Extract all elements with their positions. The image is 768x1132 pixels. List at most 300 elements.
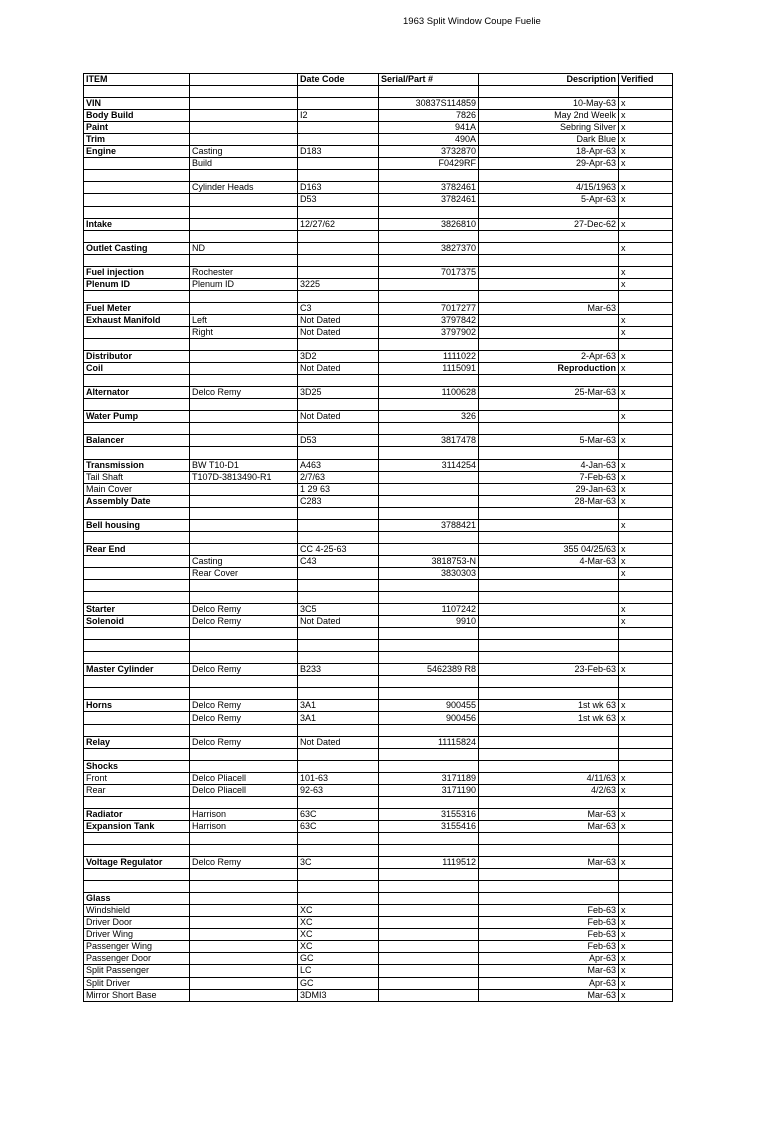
verified-cell: x (619, 471, 673, 483)
description-cell (479, 170, 619, 182)
detail-cell (190, 230, 298, 242)
detail-cell (190, 652, 298, 664)
serial-part-cell (379, 652, 479, 664)
serial-part-cell: 490A (379, 134, 479, 146)
table-row (84, 326, 673, 338)
table-row (84, 917, 673, 929)
table-row (84, 302, 673, 314)
table-row (84, 242, 673, 254)
serial-part-cell: 7826 (379, 110, 479, 122)
verified-cell: x (619, 664, 673, 676)
date-code-cell: 63C (298, 808, 379, 820)
document-title: 1963 Split Window Coupe Fuelie (403, 16, 541, 27)
column-header-item: ITEM (84, 74, 190, 86)
date-code-cell (298, 579, 379, 591)
serial-part-cell (379, 86, 479, 98)
serial-part-cell (379, 688, 479, 700)
verified-cell: x (619, 495, 673, 507)
verified-cell (619, 399, 673, 411)
detail-cell: Delco Remy (190, 736, 298, 748)
item-cell (84, 845, 190, 857)
description-cell: 4-Mar-63 (479, 555, 619, 567)
serial-part-cell (379, 447, 479, 459)
table-row (84, 567, 673, 579)
serial-part-cell (379, 748, 479, 760)
detail-cell (190, 170, 298, 182)
item-cell: Voltage Regulator (84, 857, 190, 869)
serial-part-cell (379, 278, 479, 290)
date-code-cell (298, 170, 379, 182)
table-row (84, 290, 673, 302)
verified-cell (619, 736, 673, 748)
date-code-cell (298, 242, 379, 254)
serial-part-cell (379, 628, 479, 640)
table-row (84, 820, 673, 832)
verified-cell: x (619, 820, 673, 832)
serial-part-cell: 7017375 (379, 266, 479, 278)
serial-part-cell (379, 230, 479, 242)
serial-part-cell (379, 893, 479, 905)
serial-part-cell: 1119512 (379, 857, 479, 869)
verified-cell (619, 254, 673, 266)
detail-cell (190, 302, 298, 314)
item-cell: Distributor (84, 351, 190, 363)
item-cell (84, 881, 190, 893)
item-cell (84, 748, 190, 760)
detail-cell (190, 893, 298, 905)
description-cell: Feb-63 (479, 929, 619, 941)
verified-cell: x (619, 519, 673, 531)
verified-cell (619, 688, 673, 700)
detail-cell (190, 531, 298, 543)
table-row (84, 881, 673, 893)
verified-cell: x (619, 326, 673, 338)
item-cell (84, 676, 190, 688)
table-row (84, 435, 673, 447)
item-cell: Coil (84, 363, 190, 375)
serial-part-cell: 3797842 (379, 314, 479, 326)
verified-cell: x (619, 242, 673, 254)
description-cell: 1st wk 63 (479, 700, 619, 712)
item-cell: Plenum ID (84, 278, 190, 290)
detail-cell: Harrison (190, 808, 298, 820)
detail-cell (190, 411, 298, 423)
description-cell: 4/15/1963 (479, 182, 619, 194)
verified-cell: x (619, 700, 673, 712)
date-code-cell (298, 676, 379, 688)
table-row (84, 278, 673, 290)
serial-part-cell: 3818753-N (379, 555, 479, 567)
date-code-cell: 3C (298, 857, 379, 869)
verified-cell (619, 170, 673, 182)
serial-part-cell: 3788421 (379, 519, 479, 531)
verified-cell: x (619, 977, 673, 989)
item-cell: Passenger Door (84, 953, 190, 965)
date-code-cell: 3A1 (298, 712, 379, 724)
detail-cell (190, 989, 298, 1001)
detail-cell: Cylinder Heads (190, 182, 298, 194)
table-row (84, 592, 673, 604)
detail-cell (190, 881, 298, 893)
item-cell (84, 688, 190, 700)
detail-cell: Rochester (190, 266, 298, 278)
table-row (84, 134, 673, 146)
serial-part-cell (379, 592, 479, 604)
item-cell: Windshield (84, 905, 190, 917)
detail-cell: Casting (190, 146, 298, 158)
item-cell (84, 290, 190, 302)
serial-part-cell: 3830303 (379, 567, 479, 579)
serial-part-cell: 3826810 (379, 218, 479, 230)
detail-cell (190, 375, 298, 387)
description-cell (479, 592, 619, 604)
serial-part-cell (379, 339, 479, 351)
description-cell: Sebring Silver (479, 122, 619, 134)
description-cell: Feb-63 (479, 917, 619, 929)
description-cell (479, 339, 619, 351)
description-cell: 25-Mar-63 (479, 387, 619, 399)
detail-cell (190, 218, 298, 230)
item-cell: Shocks (84, 760, 190, 772)
detail-cell (190, 917, 298, 929)
table-row (84, 254, 673, 266)
serial-part-cell: 900456 (379, 712, 479, 724)
serial-part-cell (379, 375, 479, 387)
description-cell (479, 567, 619, 579)
serial-part-cell: 3782461 (379, 182, 479, 194)
verified-cell: x (619, 483, 673, 495)
serial-part-cell: 11115824 (379, 736, 479, 748)
item-cell: Transmission (84, 459, 190, 471)
item-cell: Split Driver (84, 977, 190, 989)
date-code-cell: XC (298, 917, 379, 929)
verified-cell (619, 628, 673, 640)
table-row (84, 531, 673, 543)
verified-cell (619, 423, 673, 435)
verified-cell: x (619, 953, 673, 965)
verified-cell (619, 531, 673, 543)
item-cell: Outlet Casting (84, 242, 190, 254)
verified-cell: x (619, 905, 673, 917)
description-cell: 4-Jan-63 (479, 459, 619, 471)
description-cell: 4/11/63 (479, 772, 619, 784)
description-cell: Feb-63 (479, 905, 619, 917)
verified-cell (619, 507, 673, 519)
item-cell: Starter (84, 604, 190, 616)
serial-part-cell (379, 965, 479, 977)
table-row (84, 314, 673, 326)
verified-cell: x (619, 110, 673, 122)
item-cell: Mirror Short Base (84, 989, 190, 1001)
serial-part-cell: 9910 (379, 616, 479, 628)
detail-cell: Left (190, 314, 298, 326)
date-code-cell (298, 122, 379, 134)
verified-cell: x (619, 555, 673, 567)
item-cell: Intake (84, 218, 190, 230)
verified-cell (619, 290, 673, 302)
detail-cell: Right (190, 326, 298, 338)
serial-part-cell (379, 483, 479, 495)
detail-cell: Delco Remy (190, 616, 298, 628)
table-row (84, 965, 673, 977)
date-code-cell (298, 230, 379, 242)
date-code-cell: Not Dated (298, 314, 379, 326)
item-cell: Main Cover (84, 483, 190, 495)
description-cell (479, 796, 619, 808)
serial-part-cell (379, 881, 479, 893)
verified-cell: x (619, 218, 673, 230)
detail-cell: Delco Remy (190, 700, 298, 712)
column-header-verified: Verified (619, 74, 673, 86)
detail-cell (190, 254, 298, 266)
item-cell: Bell housing (84, 519, 190, 531)
verified-cell: x (619, 965, 673, 977)
description-cell (479, 86, 619, 98)
date-code-cell (298, 519, 379, 531)
description-cell: 5-Mar-63 (479, 435, 619, 447)
verified-cell (619, 302, 673, 314)
serial-part-cell (379, 869, 479, 881)
item-cell: Expansion Tank (84, 820, 190, 832)
verified-cell: x (619, 351, 673, 363)
verified-cell: x (619, 567, 673, 579)
serial-part-cell (379, 531, 479, 543)
table-row (84, 796, 673, 808)
description-cell (479, 326, 619, 338)
verified-cell (619, 676, 673, 688)
item-cell (84, 555, 190, 567)
serial-part-cell: 3817478 (379, 435, 479, 447)
date-code-cell (298, 266, 379, 278)
description-cell (479, 688, 619, 700)
date-code-cell (298, 423, 379, 435)
detail-cell (190, 351, 298, 363)
date-code-cell (298, 339, 379, 351)
item-cell (84, 182, 190, 194)
table-row (84, 170, 673, 182)
item-cell: Water Pump (84, 411, 190, 423)
description-cell: Mar-63 (479, 302, 619, 314)
item-cell: Exhaust Manifold (84, 314, 190, 326)
table-row (84, 640, 673, 652)
description-cell: 18-Apr-63 (479, 146, 619, 158)
description-cell (479, 579, 619, 591)
date-code-cell (298, 375, 379, 387)
description-cell (479, 724, 619, 736)
detail-cell (190, 447, 298, 459)
serial-part-cell: 1107242 (379, 604, 479, 616)
detail-cell (190, 507, 298, 519)
description-cell (479, 290, 619, 302)
date-code-cell (298, 760, 379, 772)
detail-cell (190, 905, 298, 917)
verified-cell: x (619, 604, 673, 616)
item-cell: Master Cylinder (84, 664, 190, 676)
item-cell (84, 579, 190, 591)
item-cell: Body Build (84, 110, 190, 122)
item-cell (84, 507, 190, 519)
date-code-cell: C3 (298, 302, 379, 314)
date-code-cell: 3225 (298, 278, 379, 290)
serial-part-cell (379, 953, 479, 965)
serial-part-cell (379, 832, 479, 844)
item-cell: Balancer (84, 435, 190, 447)
serial-part-cell: 3732870 (379, 146, 479, 158)
verified-cell: x (619, 543, 673, 555)
item-cell (84, 724, 190, 736)
serial-part-cell: 3155316 (379, 808, 479, 820)
item-cell (84, 712, 190, 724)
detail-cell (190, 869, 298, 881)
date-code-cell: 63C (298, 820, 379, 832)
item-cell: Radiator (84, 808, 190, 820)
description-cell: 27-Dec-62 (479, 218, 619, 230)
verified-cell: x (619, 387, 673, 399)
description-cell: 355 04/25/63 (479, 543, 619, 555)
date-code-cell: C283 (298, 495, 379, 507)
description-cell (479, 507, 619, 519)
description-cell (479, 531, 619, 543)
description-cell (479, 447, 619, 459)
verified-cell: x (619, 278, 673, 290)
date-code-cell: Not Dated (298, 363, 379, 375)
verified-cell: x (619, 98, 673, 110)
serial-part-cell: 900455 (379, 700, 479, 712)
verified-cell: x (619, 134, 673, 146)
serial-part-cell (379, 905, 479, 917)
description-cell (479, 266, 619, 278)
date-code-cell (298, 134, 379, 146)
item-cell: Split Passenger (84, 965, 190, 977)
description-cell (479, 628, 619, 640)
detail-cell (190, 628, 298, 640)
table-row (84, 158, 673, 170)
table-row (84, 989, 673, 1001)
date-code-cell: 92-63 (298, 784, 379, 796)
date-code-cell (298, 86, 379, 98)
date-code-cell (298, 507, 379, 519)
date-code-cell: A463 (298, 459, 379, 471)
verified-cell: x (619, 146, 673, 158)
detail-cell: Harrison (190, 820, 298, 832)
verified-cell: x (619, 917, 673, 929)
date-code-cell: B233 (298, 664, 379, 676)
detail-cell (190, 748, 298, 760)
description-cell: 10-May-63 (479, 98, 619, 110)
table-row (84, 543, 673, 555)
date-code-cell: 1 29 63 (298, 483, 379, 495)
serial-part-cell (379, 917, 479, 929)
detail-cell: Delco Remy (190, 387, 298, 399)
table-row (84, 146, 673, 158)
item-cell: Engine (84, 146, 190, 158)
verified-cell: x (619, 122, 673, 134)
table-row (84, 941, 673, 953)
serial-part-cell: 3171190 (379, 784, 479, 796)
serial-part-cell (379, 929, 479, 941)
verified-cell: x (619, 857, 673, 869)
table-row (84, 748, 673, 760)
detail-cell (190, 543, 298, 555)
table-row (84, 218, 673, 230)
verified-cell (619, 579, 673, 591)
table-row (84, 110, 673, 122)
serial-part-cell: 326 (379, 411, 479, 423)
date-code-cell (298, 893, 379, 905)
detail-cell (190, 977, 298, 989)
date-code-cell: 3D2 (298, 351, 379, 363)
detail-cell (190, 339, 298, 351)
serial-part-cell: 3114254 (379, 459, 479, 471)
date-code-cell: 3A1 (298, 700, 379, 712)
table-row (84, 423, 673, 435)
date-code-cell (298, 881, 379, 893)
description-cell: 29-Jan-63 (479, 483, 619, 495)
verified-cell (619, 640, 673, 652)
verified-cell: x (619, 158, 673, 170)
description-cell: May 2nd Weelk (479, 110, 619, 122)
table-row (84, 98, 673, 110)
verified-cell: x (619, 989, 673, 1001)
item-cell: Paint (84, 122, 190, 134)
date-code-cell: I2 (298, 110, 379, 122)
description-cell (479, 230, 619, 242)
description-cell (479, 242, 619, 254)
item-cell (84, 399, 190, 411)
table-row (84, 893, 673, 905)
detail-cell (190, 519, 298, 531)
description-cell: Feb-63 (479, 941, 619, 953)
description-cell: 28-Mar-63 (479, 495, 619, 507)
table-row (84, 724, 673, 736)
serial-part-cell: 3797902 (379, 326, 479, 338)
date-code-cell: GC (298, 977, 379, 989)
item-cell (84, 194, 190, 206)
item-cell (84, 206, 190, 218)
date-code-cell: Not Dated (298, 411, 379, 423)
date-code-cell (298, 254, 379, 266)
table-row (84, 471, 673, 483)
table-row (84, 616, 673, 628)
table-row (84, 230, 673, 242)
description-cell (479, 676, 619, 688)
date-code-cell: 3C5 (298, 604, 379, 616)
item-cell (84, 567, 190, 579)
serial-part-cell: 3155416 (379, 820, 479, 832)
item-cell (84, 531, 190, 543)
date-code-cell: XC (298, 941, 379, 953)
verified-cell (619, 447, 673, 459)
table-row (84, 760, 673, 772)
column-header-detail (190, 74, 298, 86)
serial-part-cell: 1115091 (379, 363, 479, 375)
serial-part-cell (379, 640, 479, 652)
serial-part-cell (379, 676, 479, 688)
table-row (84, 375, 673, 387)
verified-cell (619, 832, 673, 844)
date-code-cell (298, 688, 379, 700)
verified-cell: x (619, 459, 673, 471)
table-row (84, 579, 673, 591)
detail-cell (190, 110, 298, 122)
date-code-cell: 101-63 (298, 772, 379, 784)
table-row (84, 182, 673, 194)
item-cell: Trim (84, 134, 190, 146)
verified-cell (619, 375, 673, 387)
verified-cell (619, 339, 673, 351)
column-header-serial-part: Serial/Part # (379, 74, 479, 86)
date-code-cell: CC 4-25-63 (298, 543, 379, 555)
